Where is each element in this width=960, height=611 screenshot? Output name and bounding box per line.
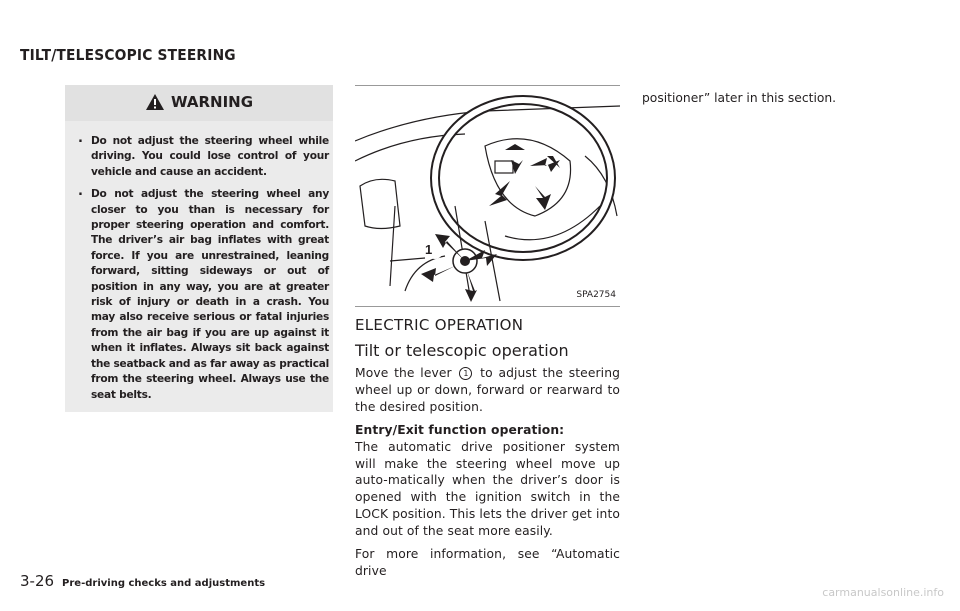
electric-operation-heading: ELECTRIC OPERATION [355, 316, 524, 334]
more-info-paragraph: For more information, see “Automatic drive [355, 547, 620, 578]
tilt-text-start: Move the lever [355, 366, 452, 380]
warning-list [76, 134, 329, 410]
page-footer [20, 572, 265, 590]
warning-title-text: WARNING [170, 93, 254, 111]
figure-code: SPA2754 [576, 290, 616, 300]
section-title: TILT/TELESCOPIC STEERING [20, 46, 236, 64]
footer-chapter-title: Pre-driving checks and adjustments [62, 578, 266, 589]
callout-number-1: 1 [459, 367, 472, 380]
steering-figure [355, 85, 620, 307]
warning-item: . Do not adjust the steering wheel while driving. You could lose control of your vehicle and cause an accident. [76, 134, 329, 180]
warning-box [65, 85, 333, 412]
body-column-3: positioner” later in this section. [642, 91, 837, 105]
body-column-2 [355, 365, 620, 586]
watermark: carmanualsonline.info [822, 586, 944, 599]
warning-item: . Do not adjust the steering wheel any closer to you than is necessary for proper steering operation and comfort. The driver’s air bag inflates with great force. If you are unrestrained, leaning forward, sitting sideways or out of position in any way, you are at greater risk of injury or death in a crash. You may also receive serious or fatal injuries from the air bag if you are up against it when it inflates. Always sit back against the seatback and as far away as practical from the steering wheel. Always use the seat belts. [76, 187, 329, 403]
page-number: 3-26 [20, 572, 55, 590]
figure-callout-1: 1 [425, 242, 433, 257]
warning-triangle-icon [145, 93, 165, 111]
entry-exit-paragraph: The automatic drive positioner system will make the steering wheel move up auto-matically when the driver’s door is opened with the ignition switch in the LOCK position. This lets the driver get into and out of the seat more easily. [355, 439, 620, 539]
tilt-text-end: to adjust the steering wheel up or down, forward or rearward to the desired position. [355, 366, 620, 414]
tilt-telescopic-heading: Tilt or telescopic operation [355, 341, 569, 360]
steering-wheel-illustration [355, 86, 620, 306]
warning-title [65, 93, 333, 111]
entry-exit-heading: Entry/Exit function operation: [355, 422, 565, 437]
tilt-paragraph [355, 365, 620, 416]
